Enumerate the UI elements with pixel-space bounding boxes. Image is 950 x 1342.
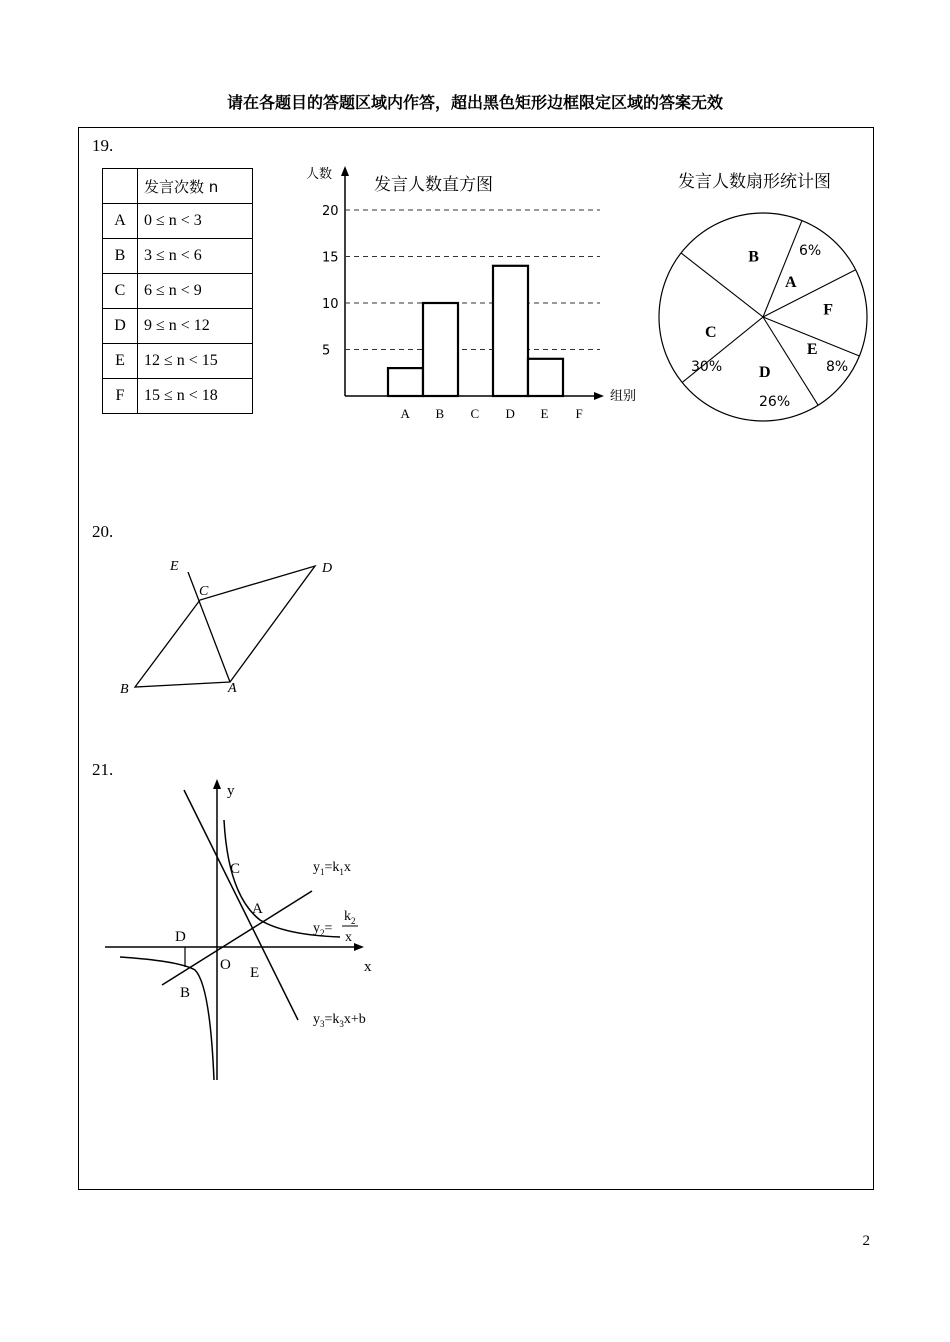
histogram-bar-a [388, 368, 423, 396]
point-label-a: A [228, 681, 237, 696]
question-19-number: 19. [92, 136, 114, 155]
histogram-y-arrow [341, 166, 349, 176]
pie-slice-label-f: F [823, 301, 834, 319]
question-21-number: 21. [92, 760, 114, 779]
x-axis-arrow [354, 943, 364, 951]
table-row [103, 344, 253, 379]
pie-slice-label-b: B [748, 248, 759, 266]
table-header-label: 发言次数 n [138, 169, 253, 204]
table-cell-group: A [103, 204, 138, 239]
pie-slice-divider [763, 221, 802, 317]
pie-slice-percent-c: 30% [691, 359, 723, 375]
point-label-b: B [120, 682, 129, 697]
pie-slice-divider [763, 317, 818, 405]
x-axis-label: x [364, 959, 372, 975]
equation-y2-denominator: x [345, 930, 352, 945]
x-tick-label: D [505, 406, 515, 421]
point-label-e: E [170, 559, 179, 574]
histogram-x-label: 组别 [610, 389, 637, 404]
y-tick-label: 20 [322, 204, 339, 219]
segment-ea [188, 572, 230, 682]
pie-slice-label-e: E [806, 340, 818, 358]
table-cell-group: F [103, 379, 138, 414]
histogram-x-arrow [594, 392, 604, 400]
speaking-histogram [300, 160, 650, 430]
histogram-bar-e [528, 359, 563, 396]
table-header-blank [103, 169, 138, 204]
point-label-a: A [252, 901, 263, 917]
table-cell-range: 12 ≤ n < 15 [138, 344, 253, 379]
histogram-y-label: 人数 [306, 167, 333, 182]
y-tick-label: 5 [322, 343, 331, 359]
function-graph [100, 775, 400, 1095]
table-row [103, 379, 253, 414]
hyperbola-branch-1 [224, 820, 340, 937]
table-cell-range: 0 ≤ n < 3 [138, 204, 253, 239]
histogram-title: 发言人数直方图 [374, 175, 493, 195]
histogram-bar-d [493, 266, 528, 396]
x-tick-label: C [470, 406, 480, 421]
table-row [103, 239, 253, 274]
pie-slice-percent-d: 26% [759, 394, 791, 410]
answer-area-instruction: 请在各题目的答题区域内作答，超出黑色矩形边框限定区域的答案无效 [226, 93, 723, 112]
y-axis-arrow [213, 779, 221, 789]
table-cell-range: 15 ≤ n < 18 [138, 379, 253, 414]
pie-slice-label-d: D [759, 364, 771, 381]
point-label-b: B [180, 985, 191, 1001]
equation-y1: $y_1=k_1x$ [313, 860, 351, 877]
pie-slice-label-a: A [785, 274, 797, 291]
line-y3 [184, 790, 298, 1020]
hyperbola-branch-3 [120, 957, 214, 1080]
pie-slice-percent-a: 6% [799, 243, 822, 259]
table-cell-group: B [103, 239, 138, 274]
pie-slice-divider [763, 270, 856, 317]
table-cell-group: D [103, 309, 138, 344]
parallelogram-figure [110, 550, 350, 700]
point-label-d: D [322, 561, 333, 576]
table-row [103, 309, 253, 344]
table-cell-range: 9 ≤ n < 12 [138, 309, 253, 344]
pie-title: 发言人数扇形统计图 [678, 172, 831, 192]
equation-y2: $y_2=$ [313, 921, 333, 938]
point-label-e: E [250, 965, 260, 981]
page-number: 2 [862, 1233, 870, 1249]
equation-y2-numerator: $k_2$ [344, 909, 356, 926]
table-row [103, 274, 253, 309]
point-label-d: D [175, 929, 186, 945]
pie-slice-label-c: C [705, 324, 717, 341]
table-row [103, 204, 253, 239]
speaking-count-table [102, 168, 253, 414]
x-tick-label: F [575, 406, 583, 421]
equation-y3: $y_3=k_3x+b$ [313, 1012, 366, 1029]
y-tick-label: 10 [322, 297, 339, 312]
pie-slice-percent-e: 8% [826, 359, 849, 375]
table-cell-range: 6 ≤ n < 9 [138, 274, 253, 309]
table-cell-range: 3 ≤ n < 6 [138, 239, 253, 274]
histogram-bar-b [423, 303, 458, 396]
table-header-row [103, 169, 253, 204]
table-cell-group: C [103, 274, 138, 309]
question-20-number: 20. [92, 522, 114, 541]
speaking-pie-chart [655, 165, 875, 430]
x-tick-label: A [400, 406, 410, 421]
x-tick-label: E [540, 406, 549, 421]
y-tick-label: 15 [322, 250, 339, 266]
y-axis-label: y [227, 783, 235, 799]
table-cell-group: E [103, 344, 138, 379]
point-label-c: C [230, 861, 241, 877]
x-tick-label: B [435, 406, 445, 421]
point-label-o: O [220, 957, 231, 973]
point-label-c: C [199, 584, 209, 599]
